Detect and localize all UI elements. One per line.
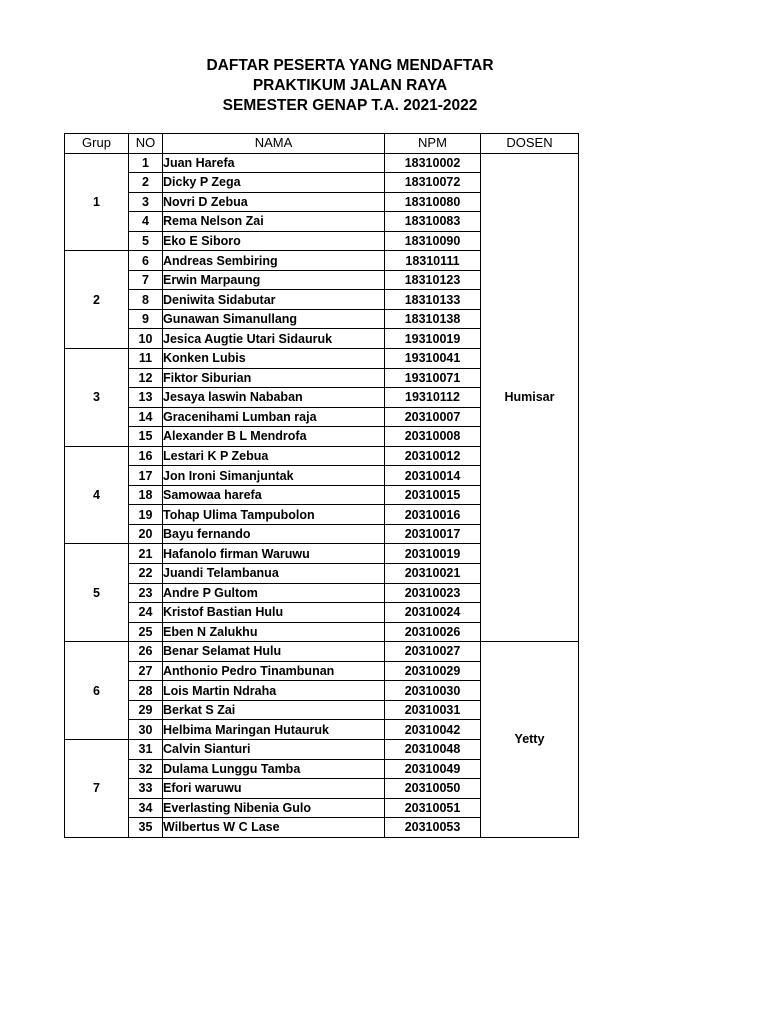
- student-npm: 20310049: [385, 759, 481, 779]
- student-name: Novri D Zebua: [163, 192, 385, 212]
- group-cell: 6: [65, 642, 129, 740]
- student-npm: 19310041: [385, 349, 481, 369]
- student-npm: 20310027: [385, 642, 481, 662]
- row-number: 11: [129, 349, 163, 369]
- student-npm: 19310071: [385, 368, 481, 388]
- row-number: 13: [129, 388, 163, 408]
- student-name: Fiktor Siburian: [163, 368, 385, 388]
- student-npm: 18310080: [385, 192, 481, 212]
- row-number: 21: [129, 544, 163, 564]
- student-npm: 20310024: [385, 603, 481, 623]
- title-line-3: SEMESTER GENAP T.A. 2021-2022: [222, 97, 478, 114]
- row-number: 18: [129, 485, 163, 505]
- row-number: 3: [129, 192, 163, 212]
- student-npm: 18310111: [385, 251, 481, 271]
- student-npm: 20310026: [385, 622, 481, 642]
- student-npm: 20310042: [385, 720, 481, 740]
- student-name: Lestari K P Zebua: [163, 446, 385, 466]
- student-npm: 18310083: [385, 212, 481, 232]
- student-name: Everlasting Nibenia Gulo: [163, 798, 385, 818]
- student-name: Gunawan Simanullang: [163, 309, 385, 329]
- student-name: Kristof Bastian Hulu: [163, 603, 385, 623]
- student-npm: 19310019: [385, 329, 481, 349]
- student-name: Dulama Lunggu Tamba: [163, 759, 385, 779]
- title-line-1: DAFTAR PESERTA YANG MENDAFTAR: [206, 57, 494, 74]
- row-number: 31: [129, 739, 163, 759]
- student-npm: 20310050: [385, 779, 481, 799]
- student-name: Alexander B L Mendrofa: [163, 427, 385, 447]
- row-number: 16: [129, 446, 163, 466]
- student-name: Berkat S Zai: [163, 700, 385, 720]
- student-npm: 18310072: [385, 173, 481, 193]
- row-number: 29: [129, 700, 163, 720]
- group-cell: 5: [65, 544, 129, 642]
- student-npm: 19310112: [385, 388, 481, 408]
- group-cell: 7: [65, 739, 129, 837]
- group-cell: 3: [65, 349, 129, 447]
- student-npm: 20310021: [385, 564, 481, 584]
- row-number: 28: [129, 681, 163, 701]
- student-name: Tohap Ulima Tampubolon: [163, 505, 385, 525]
- student-npm: 20310008: [385, 427, 481, 447]
- student-name: Juandi Telambanua: [163, 564, 385, 584]
- student-name: Juan Harefa: [163, 153, 385, 173]
- row-number: 33: [129, 779, 163, 799]
- student-name: Jesaya laswin Nababan: [163, 388, 385, 408]
- student-name: Samowaa harefa: [163, 485, 385, 505]
- student-npm: 18310090: [385, 231, 481, 251]
- student-name: Eben N Zalukhu: [163, 622, 385, 642]
- student-npm: 20310031: [385, 700, 481, 720]
- student-name: Andreas Sembiring: [163, 251, 385, 271]
- header-dosen: DOSEN: [481, 134, 579, 154]
- row-number: 6: [129, 251, 163, 271]
- row-number: 1: [129, 153, 163, 173]
- student-name: Konken Lubis: [163, 349, 385, 369]
- participant-table: [64, 133, 579, 838]
- table-row: [65, 642, 579, 662]
- student-npm: 18310138: [385, 309, 481, 329]
- row-number: 34: [129, 798, 163, 818]
- row-number: 10: [129, 329, 163, 349]
- student-npm: 20310029: [385, 661, 481, 681]
- student-name: Jon Ironi Simanjuntak: [163, 466, 385, 486]
- student-name: Anthonio Pedro Tinambunan: [163, 661, 385, 681]
- student-name: Erwin Marpaung: [163, 270, 385, 290]
- row-number: 9: [129, 309, 163, 329]
- student-npm: 20310015: [385, 485, 481, 505]
- student-name: Benar Selamat Hulu: [163, 642, 385, 662]
- row-number: 15: [129, 427, 163, 447]
- student-npm: 20310014: [385, 466, 481, 486]
- student-npm: 20310012: [385, 446, 481, 466]
- student-name: Andre P Gultom: [163, 583, 385, 603]
- row-number: 30: [129, 720, 163, 740]
- student-name: Jesica Augtie Utari Sidauruk: [163, 329, 385, 349]
- table-row: [65, 153, 579, 173]
- student-name: Dicky P Zega: [163, 173, 385, 193]
- student-npm: 20310019: [385, 544, 481, 564]
- row-number: 27: [129, 661, 163, 681]
- student-npm: 20310030: [385, 681, 481, 701]
- student-name: Gracenihami Lumban raja: [163, 407, 385, 427]
- student-npm: 20310048: [385, 739, 481, 759]
- row-number: 2: [129, 173, 163, 193]
- student-npm: 20310051: [385, 798, 481, 818]
- group-cell: 4: [65, 446, 129, 544]
- row-number: 5: [129, 231, 163, 251]
- row-number: 32: [129, 759, 163, 779]
- student-name: Helbima Maringan Hutauruk: [163, 720, 385, 740]
- row-number: 8: [129, 290, 163, 310]
- student-npm: 20310017: [385, 524, 481, 544]
- student-name: Lois Martin Ndraha: [163, 681, 385, 701]
- dosen-cell: Yetty: [481, 642, 579, 837]
- row-number: 22: [129, 564, 163, 584]
- table-body: [65, 153, 579, 837]
- student-name: Eko E Siboro: [163, 231, 385, 251]
- table-header-row: [65, 134, 579, 154]
- title-line-2: PRAKTIKUM JALAN RAYA: [252, 77, 448, 94]
- student-name: Bayu fernando: [163, 524, 385, 544]
- row-number: 24: [129, 603, 163, 623]
- row-number: 4: [129, 212, 163, 232]
- header-nama: NAMA: [163, 134, 385, 154]
- student-name: Calvin Sianturi: [163, 739, 385, 759]
- document-title: [0, 56, 700, 116]
- student-npm: 20310007: [385, 407, 481, 427]
- group-cell: 2: [65, 251, 129, 349]
- row-number: 25: [129, 622, 163, 642]
- student-npm: 20310016: [385, 505, 481, 525]
- student-name: Efori waruwu: [163, 779, 385, 799]
- header-grup: Grup: [65, 134, 129, 154]
- student-npm: 18310123: [385, 270, 481, 290]
- student-npm: 20310023: [385, 583, 481, 603]
- header-no: NO: [129, 134, 163, 154]
- row-number: 19: [129, 505, 163, 525]
- row-number: 23: [129, 583, 163, 603]
- header-npm: NPM: [385, 134, 481, 154]
- student-npm: 18310002: [385, 153, 481, 173]
- row-number: 26: [129, 642, 163, 662]
- row-number: 12: [129, 368, 163, 388]
- student-name: Deniwita Sidabutar: [163, 290, 385, 310]
- row-number: 35: [129, 818, 163, 838]
- student-name: Rema Nelson Zai: [163, 212, 385, 232]
- dosen-cell: Humisar: [481, 153, 579, 642]
- row-number: 7: [129, 270, 163, 290]
- group-cell: 1: [65, 153, 129, 251]
- student-name: Wilbertus W C Lase: [163, 818, 385, 838]
- row-number: 20: [129, 524, 163, 544]
- student-npm: 20310053: [385, 818, 481, 838]
- student-name: Hafanolo firman Waruwu: [163, 544, 385, 564]
- student-npm: 18310133: [385, 290, 481, 310]
- row-number: 17: [129, 466, 163, 486]
- row-number: 14: [129, 407, 163, 427]
